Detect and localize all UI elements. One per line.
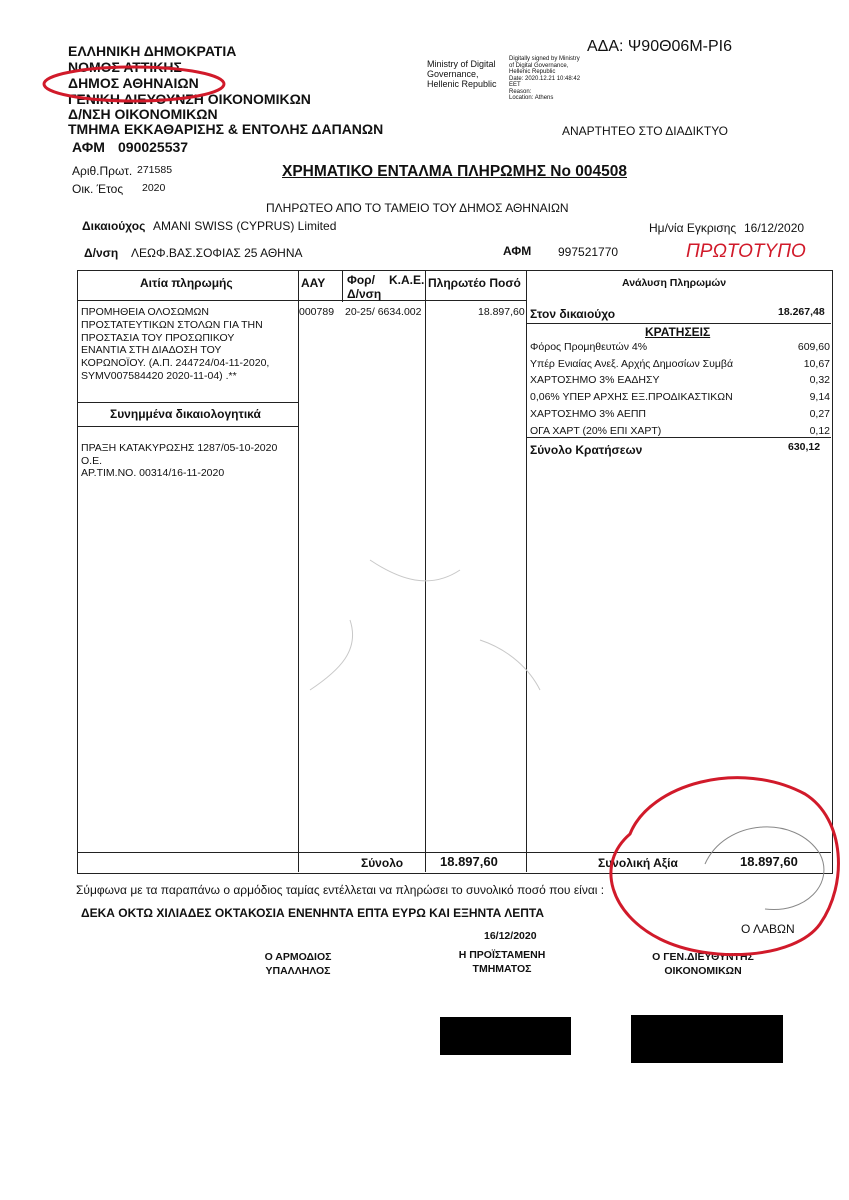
withholding-value: 10,67 bbox=[803, 357, 830, 370]
withholdings-title: ΚΡΑΤΗΣΕΙΣ bbox=[645, 325, 711, 339]
approval-label: Ημ/νία Εγκρισης bbox=[649, 221, 737, 235]
col-header-analysis: Ανάλυση Πληρωμών bbox=[622, 277, 727, 289]
afm-value: 090025537 bbox=[118, 139, 189, 155]
prot-label: Αριθ.Πρωτ. bbox=[72, 164, 133, 178]
withholding-label: ΟΓΑ ΧΑΡΤ (20% ΕΠΙ ΧΑΡΤ) bbox=[530, 424, 662, 437]
aay-value: 000789 bbox=[299, 306, 335, 318]
total-value-label: Συνολική Αξία bbox=[598, 856, 678, 870]
sum-label: Σύνολο bbox=[361, 856, 404, 870]
header-line-6: ΤΜΗΜΑ ΕΚΚΑΘΑΡΙΣΗΣ & ΕΝΤΟΛΗΣ ΔΑΠΑΝΩΝ bbox=[68, 121, 384, 137]
signatory-clerk: Ο ΑΡΜΟΔΙΟΣ ΥΠΑΛΛΗΛΟΣ bbox=[264, 951, 332, 977]
withholdings-values bbox=[760, 339, 830, 439]
header-line-1: ΕΛΛΗΝΙΚΗ ΔΗΜΟΚΡΑΤΙΑ bbox=[68, 43, 237, 59]
sum-value: 18.897,60 bbox=[440, 854, 498, 869]
pencil-scribble bbox=[280, 500, 560, 720]
header-line-3: ΔΗΜΟΣ ΑΘΗΝΑΙΩΝ bbox=[68, 75, 199, 91]
address-value: ΛΕΩΦ.ΒΑΣ.ΣΟΦΙΑΣ 25 ΑΘΗΝΑ bbox=[131, 246, 303, 260]
to-beneficiary-value: 18.267,48 bbox=[778, 306, 825, 318]
to-beneficiary-label: Στον δικαιούχο bbox=[530, 307, 616, 321]
afm2-label: ΑΦΜ bbox=[503, 244, 532, 258]
withholding-value: 0,32 bbox=[809, 374, 830, 387]
red-circle-annotation bbox=[38, 59, 230, 106]
header-line-4: ΓΕΝΙΚΗ ΔΙΕΥΘΥΝΣΗ ΟΙΚΟΝΟΜΙΚΩΝ bbox=[68, 91, 311, 107]
payment-cause: ΠΡΟΜΗΘΕΙΑ ΟΛΟΣΩΜΩΝ ΠΡΟΣΤΑΤΕΥΤΙΚΩΝ ΣΤΟΛΩΝ ΓΙΑ ΤΗΝ ΠΡΟΣΤΑΣΙΑ ΤΟΥ ΠΡΟΣΩΠΙΚΟΥ ΕΝΑΝΤΙΑ ΣΤΗ ΔΙΑΔΟΣΗ ΤΟΥ ΚΟΡΩΝΟΪΟΥ. (Α.Π. 244724/04-11-2020, SYMV007584420 2020-11-04) .** bbox=[81, 306, 270, 382]
amount-in-words: ΔΕΚΑ ΟΚΤΩ ΧΙΛΙΑΔΕΣ ΟΚΤΑΚΟΣΙΑ ΕΝΕΝΗΝΤΑ ΕΠΤΑ ΕΥΡΩ ΚΑΙ ΕΞΗΝΤΑ ΛΕΠΤΑ bbox=[81, 906, 544, 920]
prot-value: 271585 bbox=[137, 164, 173, 176]
col-header-cause: Αιτία πληρωμής bbox=[140, 276, 233, 290]
col-header-for: Φορ/ Δ/νση bbox=[347, 273, 382, 301]
signature-ministry: Ministry of Digital Governance, Hellenic Republic bbox=[427, 59, 497, 89]
payable-from: ΠΛΗΡΩΤΕΟ ΑΠΟ ΤΟ ΤΑΜΕΙΟ ΤΟΥ ΔΗΜΟΣ ΑΘΗΝΑΙΩΝ bbox=[266, 201, 569, 215]
total-value-value: 18.897,60 bbox=[740, 854, 798, 869]
withholding-value: 9,14 bbox=[809, 391, 830, 404]
withholding-value: 609,60 bbox=[797, 341, 830, 353]
withholding-label: Φόρος Προμηθευτών 4% bbox=[530, 341, 648, 353]
address-label: Δ/νση bbox=[84, 246, 119, 260]
withholding-label: ΧΑΡΤΟΣΗΜΟ 3% ΑΕΠΠ bbox=[530, 407, 646, 420]
year-value: 2020 bbox=[142, 182, 166, 194]
col-header-payable: Πληρωτέο Ποσό bbox=[428, 276, 521, 290]
withholding-value: 0,27 bbox=[809, 407, 830, 420]
signature-details: Digitally signed by Ministry of Digital Governance, Hellenic Republic Date: 2020.12.21 10:48:42 EET Reason: Location: Athens bbox=[509, 56, 581, 101]
attachments-title: Συνημμένα δικαιολογητικά bbox=[110, 407, 261, 421]
signatory-director: Ο ΓΕΝ.ΔΙΕΥΘΥΝΤΗΣ ΟΙΚΟΝΟΜΙΚΩΝ bbox=[652, 951, 754, 977]
withholding-value: 0,12 bbox=[809, 424, 830, 437]
withholdings-labels bbox=[530, 339, 733, 439]
original-stamp: ΠΡΩΤΟΤΥΠΟ bbox=[686, 241, 806, 262]
withholding-label: Υπέρ Ενιαίας Ανεξ. Αρχής Δημοσίων Συμβά bbox=[530, 357, 734, 370]
beneficiary-value: AMANI SWISS (CYPRUS) Limited bbox=[153, 219, 337, 233]
redaction-box bbox=[440, 1017, 571, 1055]
instruction-text: Σύμφωνα με τα παραπάνω ο αρμόδιος ταμίας εντέλλεται να πληρώσει το συνολικό ποσό που είναι : bbox=[76, 883, 605, 897]
col-header-aay: ΑΑΥ bbox=[301, 276, 326, 290]
withholding-label: 0,06% ΥΠΕΡ ΑΡΧΗΣ ΕΞ.ΠΡΟΔΙΚΑΣΤΙΚΩΝ bbox=[530, 391, 733, 404]
sign-date: 16/12/2020 bbox=[484, 930, 537, 942]
page-title: ΧΡΗΜΑΤΙΚΟ ΕΝΤΑΛΜΑ ΠΛΗΡΩΜΗΣ Νο 004508 bbox=[282, 163, 627, 180]
signatory-head: Η ΠΡΟΪΣΤΑΜΕΝΗ ΤΜΗΜΑΤΟΣ bbox=[458, 949, 546, 975]
payable-value: 18.897,60 bbox=[478, 306, 525, 318]
afm2-value: 997521770 bbox=[558, 245, 619, 259]
beneficiary-label: Δικαιούχος bbox=[82, 219, 146, 233]
redaction-box bbox=[631, 1015, 783, 1063]
header-line-2: ΝΟΜΟΣ ΑΤΤΙΚΗΣ bbox=[68, 59, 182, 75]
total-withholdings-value: 630,12 bbox=[788, 441, 821, 453]
attachments-list: ΠΡΑΞΗ ΚΑΤΑΚΥΡΩΣΗΣ 1287/05-10-2020 Ο.Ε. ΑΡ.ΤΙΜ.ΝΟ. 00314/16-11-2020 bbox=[81, 442, 278, 479]
red-ellipse-annotation bbox=[590, 764, 849, 964]
ada-code: ΑΔΑ: Ψ90Θ06Μ-ΡΙ6 bbox=[587, 38, 732, 55]
for-kae-value: 20-25/ 6634.002 bbox=[345, 306, 422, 318]
receiver-label: Ο ΛΑΒΩΝ bbox=[741, 922, 795, 936]
posted-online: ΑΝΑΡΤΗΤΕΟ ΣΤΟ ΔΙΑΔΙΚΤΥΟ bbox=[562, 124, 728, 138]
withholding-label: ΧΑΡΤΟΣΗΜΟ 3% ΕΑΔΗΣΥ bbox=[530, 374, 660, 387]
approval-value: 16/12/2020 bbox=[744, 221, 805, 235]
afm-label: ΑΦΜ bbox=[72, 139, 105, 155]
col-header-kae: Κ.Α.Ε. bbox=[389, 273, 425, 287]
year-label: Οικ. Έτος bbox=[72, 182, 124, 196]
total-withholdings-label: Σύνολο Κρατήσεων bbox=[530, 443, 643, 457]
header-line-5: Δ/ΝΣΗ ΟΙΚΟΝΟΜΙΚΩΝ bbox=[68, 106, 218, 122]
